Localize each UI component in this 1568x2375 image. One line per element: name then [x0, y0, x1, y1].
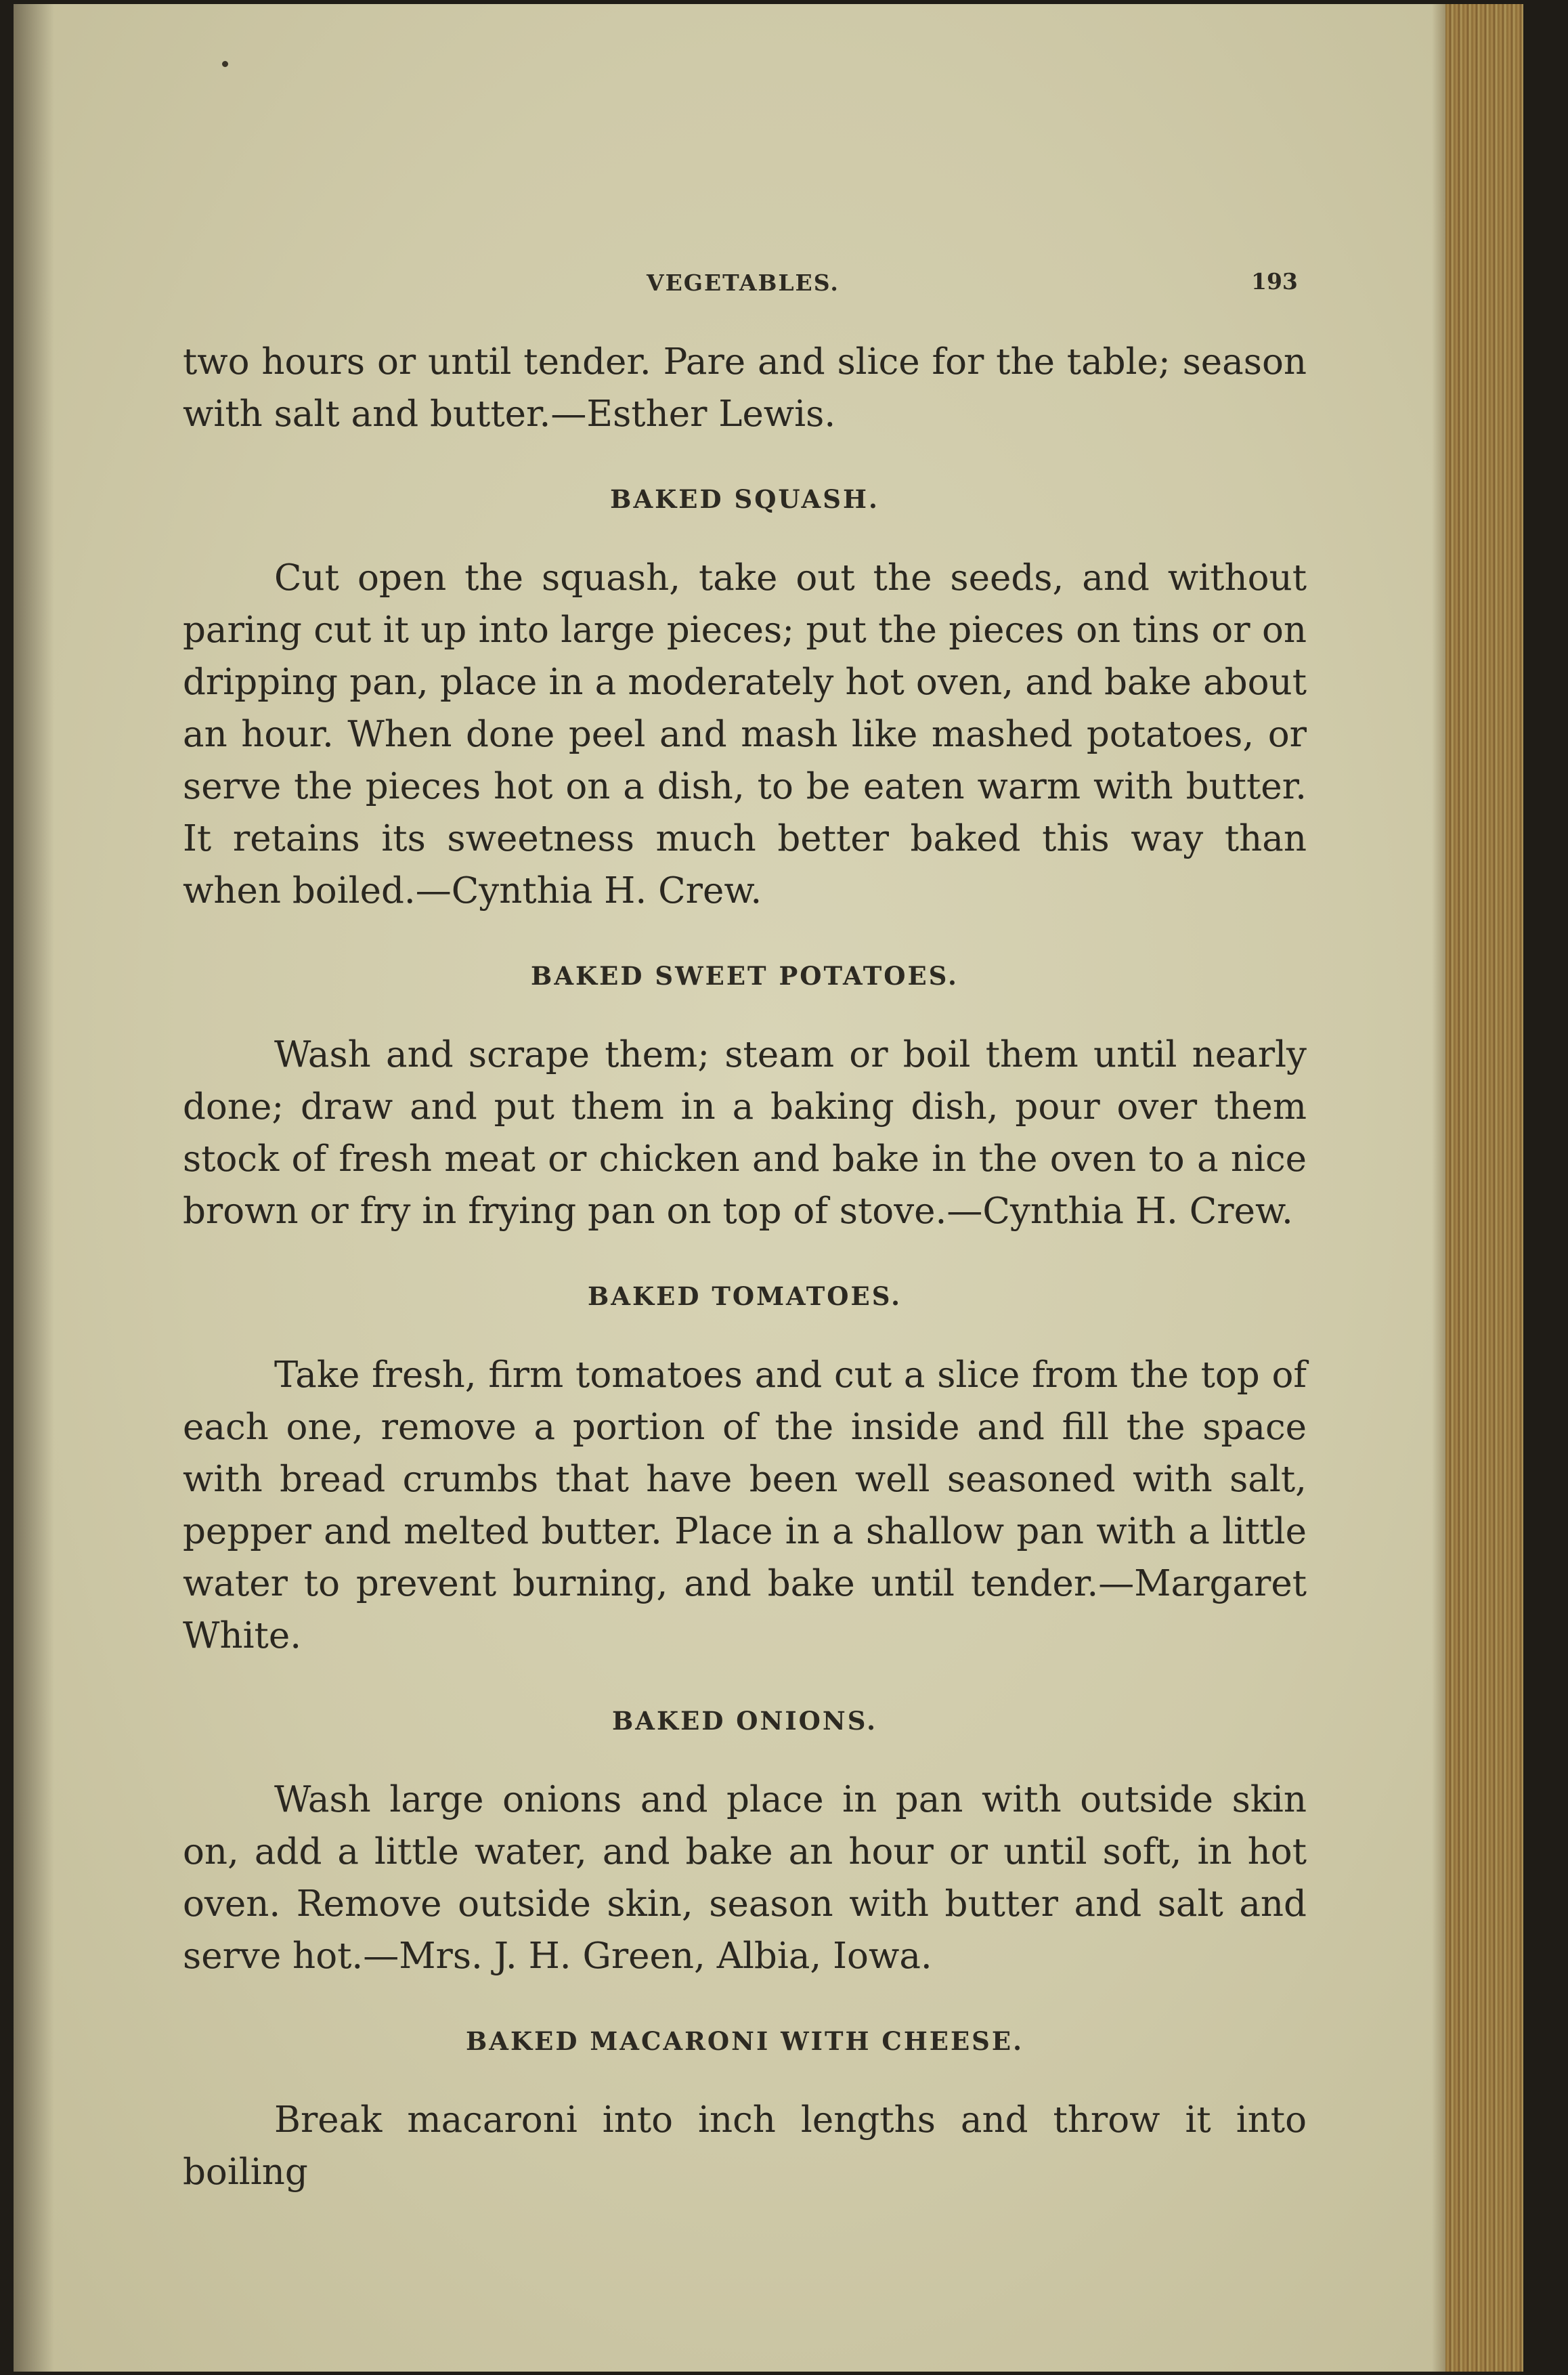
recipe-text-baked-squash: Cut open the squash, take out the seeds, and without paring cut it up into large pieces; put the pieces on tins or on dripping pan, place in a moderately hot oven, and bake about an hour. When done peel and mash like mashed potatoes, or serve the pieces hot on a dish, to be eaten warm with butter. It retains its sweetness much better baked this way than when boiled.—Cynthia H. Crew.: [183, 557, 1307, 912]
page: [14, 4, 1523, 2372]
recipe-text-baked-tomatoes: Take fresh, firm tomatoes and cut a slice from the top of each one, remove a portion of the inside and fill the space with bread crumbs that have been well seasoned with salt, pepper and melted butter. Place in a shallow pan with a little water to prevent burning, and bake until tender.—Margaret White.: [183, 1354, 1307, 1656]
recipe-heading-baked-macaroni: BAKED MACARONI WITH CHEESE.: [466, 2026, 1024, 2056]
running-head: [14, 270, 1489, 303]
continued-paragraph: two hours or until tender. Pare and slice for the table; season with salt and butter.—Esther Lewis.: [183, 341, 1307, 435]
binding-shadow: [14, 4, 54, 2372]
paper-speck: [222, 61, 228, 67]
recipe-heading-baked-squash: BAKED SQUASH.: [610, 484, 879, 514]
recipe-heading-baked-sweet-potatoes: BAKED SWEET POTATOES.: [531, 961, 959, 991]
running-title: VEGETABLES.: [647, 270, 840, 296]
page-number: 193: [1251, 268, 1298, 295]
page-body: [183, 336, 1307, 2198]
recipe-text-baked-macaroni: Break macaroni into inch lengths and throw it into boiling: [183, 2099, 1307, 2193]
recipe-heading-baked-tomatoes: BAKED TOMATOES.: [588, 1281, 902, 1311]
recipe-text-baked-onions: Wash large onions and place in pan with outside skin on, add a little water, and bake an hour or until soft, in hot oven. Remove outside skin, season with butter and salt and serve hot.—Mrs. J. H. Green, Albia, Iowa.: [183, 1779, 1307, 1977]
recipe-text-baked-sweet-potatoes: Wash and scrape them; steam or boil them until nearly done; draw and put them in a baking dish, pour over them stock of fresh meat or chicken and bake in the oven to a nice brown or fry in frying pan on top of stove.—Cynthia H. Crew.: [183, 1034, 1307, 1232]
page-edges: [1445, 4, 1523, 2372]
recipe-heading-baked-onions: BAKED ONIONS.: [612, 1706, 877, 1736]
